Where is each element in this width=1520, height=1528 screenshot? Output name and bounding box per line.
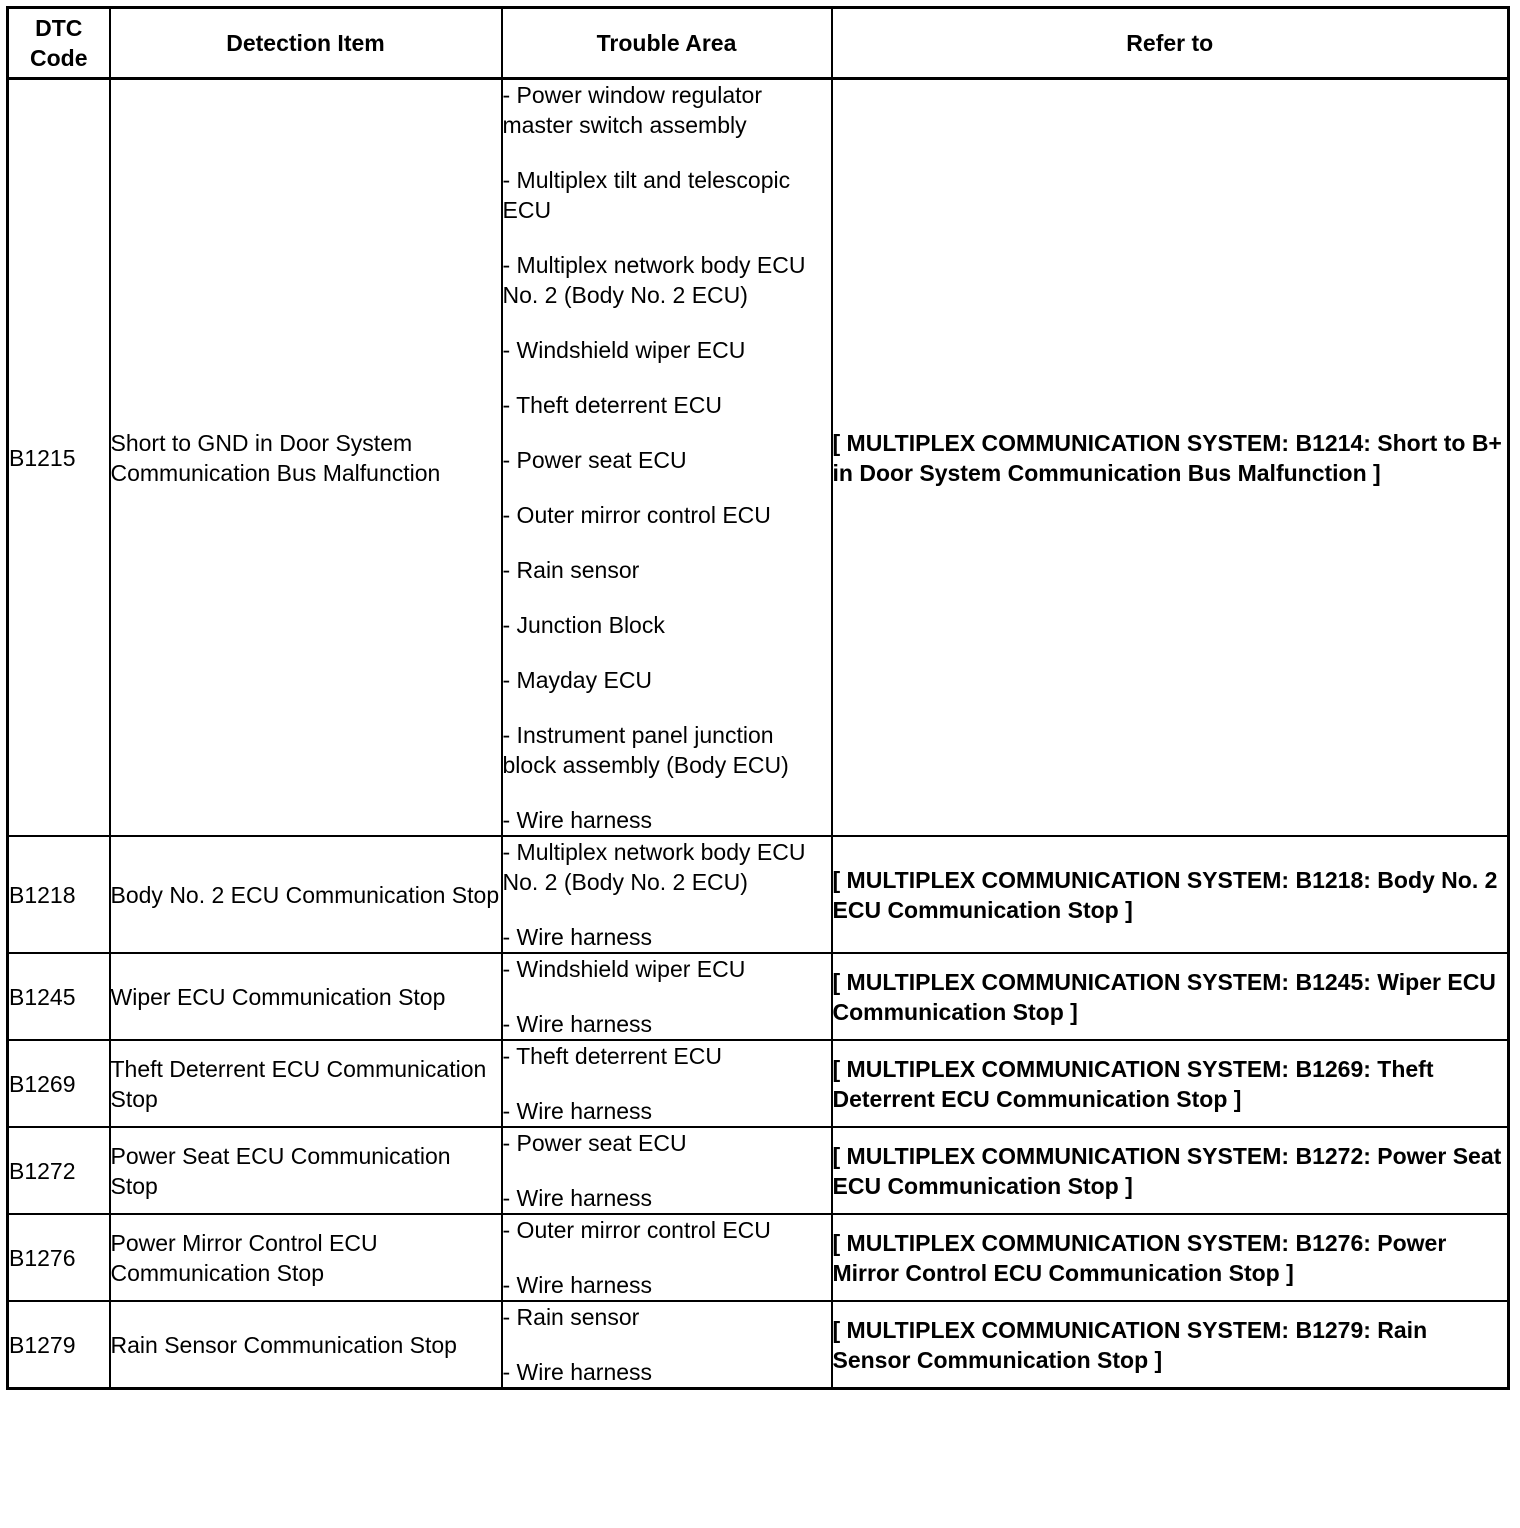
trouble-area-cell [502, 1127, 832, 1214]
trouble-area-cell [502, 79, 832, 837]
refer-to-link[interactable]: [ MULTIPLEX COMMUNICATION SYSTEM: B1279: Rain Sensor Communication Stop ] [832, 1301, 1509, 1389]
table-header-row [8, 8, 1509, 79]
trouble-area-cell [502, 1040, 832, 1127]
table-row [8, 1214, 1509, 1301]
detection-item-cell: Power Seat ECU Communication Stop [110, 1127, 502, 1214]
trouble-area-item: - Windshield wiper ECU [502, 337, 746, 363]
dtc-code-cell: B1276 [8, 1214, 110, 1301]
table-body [8, 79, 1509, 1389]
header-trouble-area: Trouble Area [502, 8, 832, 79]
trouble-area-list [503, 1041, 831, 1126]
dtc-table [6, 6, 1510, 1390]
detection-item-cell: Short to GND in Door System Communication Bus Malfunction [110, 79, 502, 837]
trouble-area-item: - Power window regulator master switch assembly [502, 82, 763, 138]
trouble-area-item: - Wire harness [502, 1098, 653, 1124]
refer-to-link[interactable]: [ MULTIPLEX COMMUNICATION SYSTEM: B1218: Body No. 2 ECU Communication Stop ] [832, 836, 1509, 953]
dtc-code-cell: B1218 [8, 836, 110, 953]
trouble-area-item: - Wire harness [502, 1359, 653, 1385]
header-refer-to: Refer to [832, 8, 1509, 79]
table-row [8, 79, 1509, 837]
trouble-area-item: - Theft deterrent ECU [502, 1043, 722, 1069]
trouble-area-list [503, 1215, 831, 1300]
trouble-area-item: - Multiplex tilt and telescopic ECU [502, 167, 791, 223]
trouble-area-item: - Wire harness [502, 807, 653, 833]
dtc-code-cell: B1245 [8, 953, 110, 1040]
refer-to-link[interactable]: [ MULTIPLEX COMMUNICATION SYSTEM: B1272: Power Seat ECU Communication Stop ] [832, 1127, 1509, 1214]
trouble-area-item: - Wire harness [502, 1011, 653, 1037]
trouble-area-item: - Power seat ECU [502, 447, 687, 473]
trouble-area-item: - Rain sensor [502, 557, 640, 583]
table-row [8, 1127, 1509, 1214]
trouble-area-list [503, 80, 831, 835]
header-dtc-code: DTC Code [8, 8, 110, 79]
detection-item-cell: Body No. 2 ECU Communication Stop [110, 836, 502, 953]
refer-to-link[interactable]: [ MULTIPLEX COMMUNICATION SYSTEM: B1214: Short to B+ in Door System Communication Bus Malfunction ] [832, 79, 1509, 837]
trouble-area-item: - Multiplex network body ECU No. 2 (Body No. 2 ECU) [502, 252, 806, 308]
trouble-area-cell [502, 1214, 832, 1301]
trouble-area-item: - Theft deterrent ECU [502, 392, 722, 418]
trouble-area-item: - Mayday ECU [502, 667, 653, 693]
table-row [8, 836, 1509, 953]
dtc-code-cell: B1272 [8, 1127, 110, 1214]
dtc-code-cell: B1215 [8, 79, 110, 837]
trouble-area-item: - Power seat ECU [502, 1130, 687, 1156]
trouble-area-item: - Outer mirror control ECU [502, 1217, 771, 1243]
trouble-area-list [503, 954, 831, 1039]
trouble-area-item: - Wire harness [502, 1185, 653, 1211]
refer-to-link[interactable]: [ MULTIPLEX COMMUNICATION SYSTEM: B1269: Theft Deterrent ECU Communication Stop ] [832, 1040, 1509, 1127]
trouble-area-item: - Wire harness [502, 924, 653, 950]
detection-item-cell: Power Mirror Control ECU Communication Stop [110, 1214, 502, 1301]
dtc-code-cell: B1279 [8, 1301, 110, 1389]
trouble-area-item: - Junction Block [502, 612, 665, 638]
trouble-area-cell [502, 836, 832, 953]
trouble-area-item: - Outer mirror control ECU [502, 502, 771, 528]
trouble-area-item: - Rain sensor [502, 1304, 640, 1330]
trouble-area-list [503, 1302, 831, 1387]
trouble-area-list [503, 1128, 831, 1213]
trouble-area-item: - Instrument panel junction block assembly (Body ECU) [502, 722, 789, 778]
detection-item-cell: Wiper ECU Communication Stop [110, 953, 502, 1040]
dtc-code-cell: B1269 [8, 1040, 110, 1127]
table-row [8, 1301, 1509, 1389]
detection-item-cell: Rain Sensor Communication Stop [110, 1301, 502, 1389]
detection-item-cell: Theft Deterrent ECU Communication Stop [110, 1040, 502, 1127]
refer-to-link[interactable]: [ MULTIPLEX COMMUNICATION SYSTEM: B1245: Wiper ECU Communication Stop ] [832, 953, 1509, 1040]
trouble-area-item: - Windshield wiper ECU [502, 956, 746, 982]
trouble-area-cell [502, 1301, 832, 1389]
header-detection-item: Detection Item [110, 8, 502, 79]
trouble-area-item: - Wire harness [502, 1272, 653, 1298]
trouble-area-cell [502, 953, 832, 1040]
table-row [8, 953, 1509, 1040]
trouble-area-item: - Multiplex network body ECU No. 2 (Body No. 2 ECU) [502, 839, 806, 895]
table-row [8, 1040, 1509, 1127]
trouble-area-list [503, 837, 831, 952]
refer-to-link[interactable]: [ MULTIPLEX COMMUNICATION SYSTEM: B1276: Power Mirror Control ECU Communication Stop ] [832, 1214, 1509, 1301]
